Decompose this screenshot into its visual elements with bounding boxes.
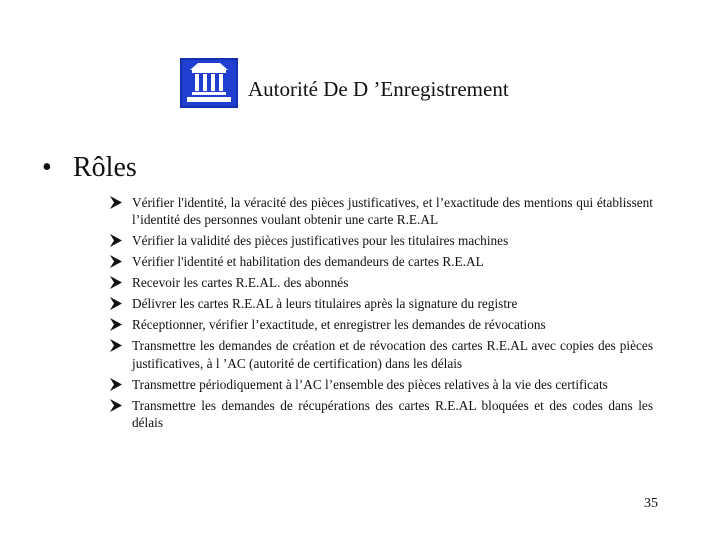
list-item-text: Transmettre périodiquement à l’AC l’ensemble des pièces relatives à la vie des certificats [132, 376, 608, 392]
list-item [108, 274, 653, 291]
section-bullet: • [42, 152, 52, 183]
arrow-bullet-icon [108, 253, 132, 270]
slide-header [180, 58, 509, 108]
arrow-bullet-icon [108, 397, 132, 414]
list-item [108, 397, 653, 432]
arrow-bullet-icon [108, 316, 132, 333]
arrow-bullet-icon [108, 337, 132, 354]
list-item [108, 253, 653, 270]
list-item-text: Délivrer les cartes R.E.AL à leurs titulaires après la signature du registre [132, 296, 518, 312]
list-item-text: Recevoir les cartes R.E.AL. des abonnés [132, 275, 349, 291]
section-heading [42, 152, 137, 184]
list-item [108, 232, 653, 249]
arrow-bullet-icon [108, 295, 132, 312]
slide-title: Autorité De D ’Enregistrement [248, 76, 509, 101]
list-item-text: Réceptionner, vérifier l’exactitude, et enregistrer les demandes de révocations [132, 317, 546, 333]
arrow-bullet-icon [108, 232, 132, 249]
arrow-bullet-icon [108, 376, 132, 393]
arrow-bullet-icon [108, 274, 132, 291]
arrow-bullet-icon [108, 194, 132, 211]
list-item-text: Vérifier l'identité et habilitation des demandeurs de cartes R.E.AL [132, 254, 484, 270]
institution-building-icon [180, 58, 238, 108]
list-item-text: Vérifier la validité des pièces justificatives pour les titulaires machines [132, 233, 509, 249]
page-number: 35 [644, 496, 658, 511]
list-item [108, 295, 653, 312]
list-item-text: Transmettre les demandes de récupérations des cartes R.E.AL bloquées et des codes dans les délais [132, 397, 653, 431]
list-item-text: Vérifier l'identité, la véracité des pièces justificatives, et l’exactitude des mentions qui établissent l’identité des personnes voulant obtenir une carte R.E.AL [132, 195, 653, 228]
roles-list [108, 194, 653, 435]
list-item [108, 376, 653, 393]
list-item-text: Transmettre les demandes de création et de révocation des cartes R.E.AL avec copies des pièces justificatives, à l ’AC (autorité de certification) dans les délais [132, 338, 653, 371]
section-title: Rôles [73, 152, 137, 183]
list-item [108, 337, 653, 372]
list-item [108, 316, 653, 333]
list-item [108, 194, 653, 229]
